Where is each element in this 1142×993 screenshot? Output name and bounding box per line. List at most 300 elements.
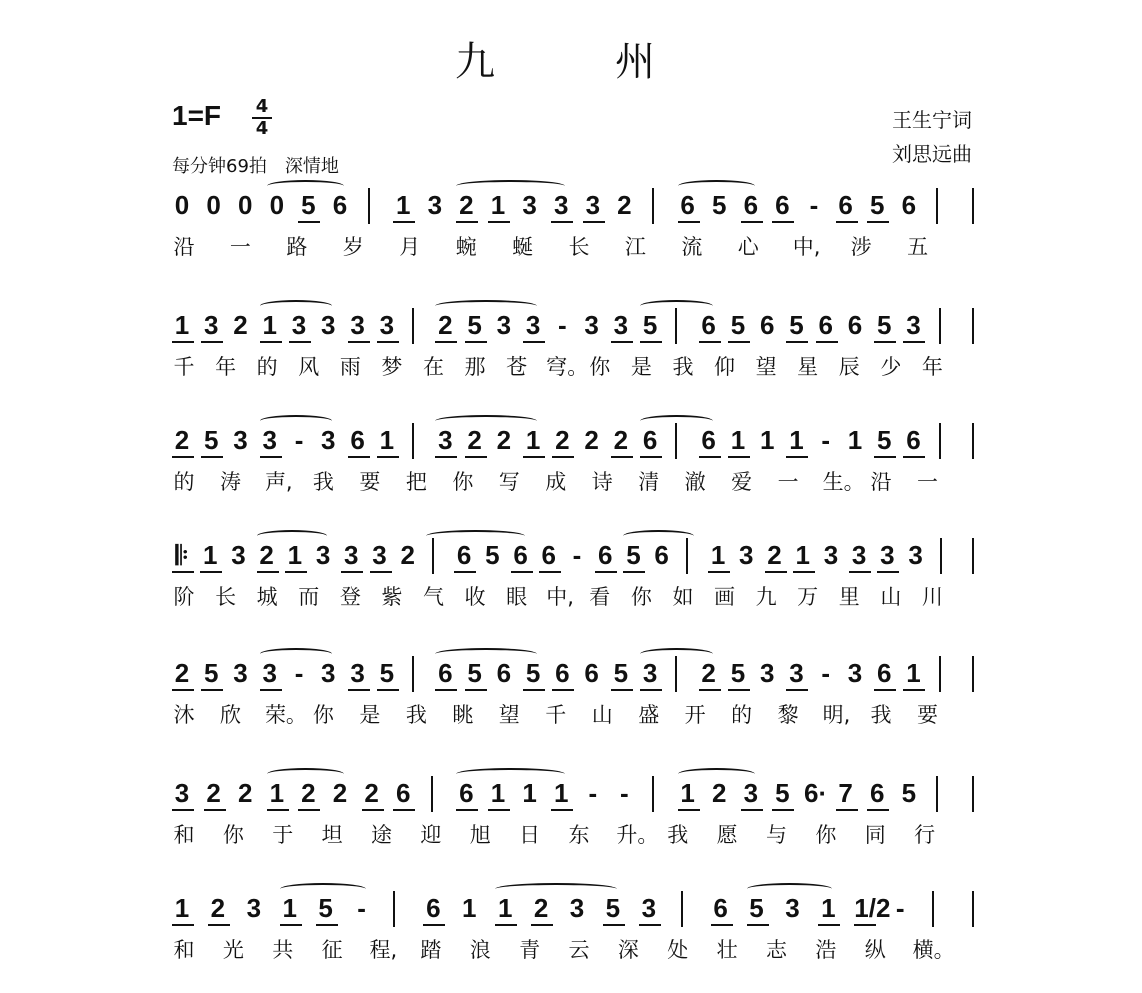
score-sheet	[160, 0, 990, 981]
beat-underline	[435, 341, 457, 343]
lyric-syllable: 迎	[420, 823, 442, 847]
lyric-syllable: 浩	[815, 938, 837, 962]
note: 5	[749, 893, 764, 923]
end-barline	[972, 891, 974, 927]
lyric-syllable: 路	[286, 235, 308, 259]
note: 2	[584, 425, 599, 455]
note: 3	[344, 540, 359, 570]
beat-underline	[678, 221, 700, 223]
beat-underline	[393, 221, 415, 223]
end-barline	[972, 308, 974, 344]
slur-arc	[435, 300, 537, 312]
note: 3	[262, 425, 277, 455]
note: 3	[642, 658, 658, 688]
lyric-syllable: 心	[737, 235, 759, 259]
lyric-syllable: 我	[405, 703, 427, 727]
note: 6	[426, 893, 441, 923]
score-row	[160, 425, 990, 525]
slur-arc	[267, 768, 344, 780]
lyric-syllable: 望	[755, 355, 777, 379]
beat-underline	[903, 341, 925, 343]
beat-underline	[465, 456, 487, 458]
lyric-syllable: 浪	[469, 938, 491, 962]
lyric-syllable: 途	[371, 823, 392, 847]
score-row	[160, 778, 990, 878]
note: 6	[701, 425, 716, 455]
beat-underline	[531, 924, 553, 926]
note: 6	[395, 778, 411, 808]
lyric-syllable: 你	[589, 355, 611, 379]
slur-arc	[435, 415, 537, 427]
note: 5	[711, 190, 727, 220]
lyric-syllable: 欣	[219, 703, 241, 727]
note: 1	[262, 310, 277, 340]
note: 6	[818, 310, 833, 340]
barline	[652, 188, 654, 224]
beat-underline	[552, 689, 574, 691]
beat-underline	[639, 924, 661, 926]
beat-underline	[298, 809, 320, 811]
note: 5	[730, 658, 746, 688]
lyric-syllable: 山	[591, 703, 613, 727]
beat-underline	[423, 924, 445, 926]
beat-underline	[260, 341, 282, 343]
note: 1	[680, 778, 695, 808]
beat-underline	[523, 456, 545, 458]
note: 5	[605, 893, 621, 923]
lyrics-line	[160, 937, 990, 967]
beat-underline	[172, 571, 194, 573]
barline	[936, 188, 938, 224]
note: 6	[847, 310, 863, 340]
lyric-syllable: 的	[173, 470, 195, 494]
beat-underline	[348, 456, 370, 458]
note: 6·	[804, 778, 828, 808]
note: 1	[490, 778, 506, 808]
lyric-syllable: 穹。	[546, 355, 589, 379]
lyric-syllable: 江	[624, 235, 646, 259]
slur-arc	[435, 648, 537, 660]
lyric-syllable: 共	[272, 938, 294, 962]
note: 1	[490, 190, 506, 220]
beat-underline	[747, 924, 769, 926]
composer-credit: 刘思远曲	[892, 142, 972, 166]
lyric-syllable: 开	[684, 703, 706, 727]
beat-underline	[772, 221, 794, 223]
notes-line	[160, 893, 990, 933]
beat-underline	[874, 689, 896, 691]
note: 6	[701, 310, 716, 340]
note: 2	[237, 778, 253, 808]
note: 3	[908, 540, 923, 570]
note: 3	[291, 310, 307, 340]
lyric-syllable: 与	[766, 823, 787, 847]
lyric-syllable: 如	[672, 585, 694, 609]
slur-arc	[640, 648, 713, 660]
lyric-syllable: 气	[422, 585, 444, 609]
barline	[932, 891, 934, 927]
note: 6	[350, 425, 365, 455]
note: 5	[876, 425, 892, 455]
note: 3	[315, 540, 331, 570]
lyric-syllable: 愿	[716, 823, 738, 847]
note: 3	[585, 190, 601, 220]
note: 5	[901, 778, 917, 808]
beat-underline	[583, 221, 605, 223]
lyric-syllable: 中,	[546, 585, 574, 609]
beat-underline	[465, 341, 487, 343]
end-barline	[972, 188, 974, 224]
note: 2	[767, 540, 782, 570]
beat-underline	[849, 571, 871, 573]
note: 5	[204, 658, 219, 688]
barline	[681, 891, 683, 927]
lyrics-line	[160, 469, 990, 499]
barline	[393, 891, 395, 927]
note: 3	[379, 310, 395, 340]
note: 3	[906, 310, 921, 340]
note: 3	[789, 658, 804, 688]
beat-underline	[456, 221, 478, 223]
note: -	[821, 425, 831, 455]
slur-arc	[280, 883, 366, 895]
note: 1	[525, 425, 541, 455]
lyric-syllable: 雨	[339, 355, 361, 379]
lyric-syllable: 山	[880, 585, 902, 609]
note: 𝄆	[175, 540, 189, 570]
beat-underline	[711, 924, 733, 926]
lyric-syllable: 深	[617, 938, 639, 962]
beat-underline	[611, 456, 633, 458]
beat-underline	[836, 221, 858, 223]
slur-arc	[257, 530, 327, 542]
score-row	[160, 540, 990, 640]
lyric-syllable: 里	[838, 585, 860, 609]
note: 2	[617, 190, 632, 220]
note: 6	[438, 658, 453, 688]
note: 6	[713, 893, 728, 923]
time-signature	[252, 98, 272, 138]
note: 3	[525, 310, 541, 340]
note: 3	[231, 540, 246, 570]
beat-underline	[708, 571, 730, 573]
lyric-syllable: 你	[452, 470, 474, 494]
barline	[412, 423, 414, 459]
note: 5	[485, 540, 500, 570]
beat-underline	[435, 689, 457, 691]
barline	[936, 776, 938, 812]
song-title: 九 州	[455, 39, 695, 85]
note: 1	[462, 893, 477, 923]
lyric-syllable: 清	[638, 470, 660, 494]
lyrics-line	[160, 822, 990, 852]
note: 7	[838, 778, 853, 808]
note: 0	[174, 190, 190, 220]
lyric-syllable: 那	[464, 355, 486, 379]
slur-arc	[747, 883, 833, 895]
beat-underline	[874, 456, 896, 458]
barline	[412, 656, 414, 692]
note: 5	[730, 310, 746, 340]
slur-arc	[640, 300, 713, 312]
note: 1	[287, 540, 303, 570]
lyric-syllable: 征	[321, 938, 343, 962]
beat-underline	[728, 456, 750, 458]
lyric-syllable: 九	[755, 585, 777, 609]
lyric-syllable: 画	[714, 585, 736, 609]
note: 3	[174, 778, 190, 808]
note: 1/2	[854, 893, 891, 923]
beat-underline	[611, 341, 633, 343]
note: 3	[759, 658, 775, 688]
beat-underline	[362, 809, 384, 811]
lyric-syllable: 要	[359, 470, 381, 494]
beat-underline	[285, 571, 307, 573]
lyric-syllable: 成	[545, 470, 567, 494]
note: 6	[759, 310, 775, 340]
note: 6	[584, 658, 599, 688]
note: 6	[597, 540, 613, 570]
note: 2	[206, 778, 221, 808]
note: 1	[395, 190, 411, 220]
beat-underline	[741, 809, 763, 811]
note: 2	[555, 425, 570, 455]
note: 6	[743, 190, 759, 220]
note: 3	[233, 425, 248, 455]
beat-underline	[348, 689, 370, 691]
note: 3	[438, 425, 453, 455]
note: 3	[785, 893, 800, 923]
beat-underline	[172, 341, 194, 343]
lyric-syllable: 沿	[870, 470, 892, 494]
lyric-syllable: 你	[815, 823, 837, 847]
lyric-syllable: 声,	[264, 470, 293, 494]
beat-underline	[495, 924, 517, 926]
lyric-syllable: 光	[222, 938, 244, 962]
score-row	[160, 190, 990, 290]
note: 5	[626, 540, 641, 570]
lyric-syllable: 的	[256, 355, 278, 379]
note: -	[821, 658, 831, 688]
note: 1	[795, 540, 810, 570]
beat-underline	[377, 689, 399, 691]
beat-underline	[877, 571, 899, 573]
lyric-syllable: 坦	[321, 823, 343, 847]
slur-arc	[678, 768, 755, 780]
beat-underline	[539, 571, 561, 573]
barline	[412, 308, 414, 344]
lyric-syllable: 万	[797, 585, 819, 609]
beat-underline	[836, 809, 858, 811]
lyric-syllable: 月	[399, 235, 421, 259]
beat-underline	[551, 221, 573, 223]
notes-line	[160, 310, 990, 350]
beat-underline	[603, 924, 625, 926]
lyric-syllable: 看	[589, 585, 611, 609]
note: 0	[237, 190, 253, 220]
lyric-syllable: 云	[568, 938, 590, 962]
note: 6	[906, 425, 921, 455]
lyric-syllable: 你	[222, 823, 244, 847]
lyric-syllable: 你	[630, 585, 652, 609]
lyrics-line	[160, 354, 990, 384]
barline	[675, 308, 677, 344]
note: 2	[332, 778, 348, 808]
note: 2	[301, 778, 316, 808]
beat-underline	[728, 341, 750, 343]
lyric-syllable: 而	[298, 585, 320, 609]
lyrics-line	[160, 234, 990, 264]
note: 6	[775, 190, 790, 220]
note: 1	[847, 425, 863, 455]
note: 3	[262, 658, 277, 688]
note: -	[558, 310, 567, 340]
lyric-syllable: 行	[914, 823, 936, 847]
note: 3	[427, 190, 443, 220]
lyric-syllable: 岁	[342, 235, 364, 259]
note: 3	[641, 893, 657, 923]
note: 5	[876, 310, 892, 340]
note: 3	[613, 310, 629, 340]
beat-underline	[523, 341, 545, 343]
note: 1	[789, 425, 804, 455]
note: 2	[711, 778, 727, 808]
beat-underline	[551, 809, 573, 811]
note: 2	[233, 310, 248, 340]
lyric-syllable: 程,	[369, 938, 398, 962]
beat-underline	[267, 809, 289, 811]
lyric-syllable: 处	[667, 938, 689, 962]
note: 2	[533, 893, 549, 923]
lyric-syllable: 的	[731, 703, 753, 727]
beat-underline	[316, 924, 338, 926]
beat-underline	[204, 809, 226, 811]
note: 2	[364, 778, 379, 808]
beat-underline	[488, 809, 510, 811]
slur-arc	[260, 415, 333, 427]
note: -	[620, 778, 629, 808]
score-row	[160, 310, 990, 410]
note: 3	[372, 540, 387, 570]
note: -	[895, 893, 905, 923]
beat-underline	[640, 341, 662, 343]
lyric-syllable: 眺	[452, 703, 474, 727]
note: -	[294, 425, 304, 455]
lyric-syllable: 涛	[219, 470, 241, 494]
note: 6	[876, 658, 892, 688]
beat-underline	[623, 571, 645, 573]
note: 6	[838, 190, 853, 220]
lyric-syllable: 长	[215, 585, 237, 609]
lyric-syllable: 日	[519, 823, 541, 847]
beat-underline	[611, 689, 633, 691]
beat-underline	[289, 341, 311, 343]
note: 1	[730, 425, 746, 455]
lyric-syllable: 青	[519, 938, 541, 962]
beat-underline	[465, 689, 487, 691]
note: 2	[210, 893, 226, 923]
beat-underline	[786, 456, 808, 458]
note: 6	[513, 540, 528, 570]
note: 3	[350, 658, 365, 688]
lyric-syllable: 长	[568, 235, 590, 259]
lyric-syllable: 苍	[506, 355, 528, 379]
lyric-syllable: 沿	[173, 235, 195, 259]
note: 1	[269, 778, 285, 808]
note: -	[588, 778, 598, 808]
slur-arc	[456, 768, 565, 780]
lyric-syllable: 城	[256, 585, 278, 609]
lyric-syllable: 诗	[591, 470, 613, 494]
time-signature-bottom: 4	[255, 118, 269, 139]
note: 5	[789, 310, 804, 340]
beat-underline	[454, 571, 476, 573]
beat-underline	[867, 809, 889, 811]
lyric-syllable: 五	[907, 235, 929, 259]
note: 1	[174, 310, 190, 340]
beat-underline	[257, 571, 279, 573]
lyric-syllable: 川	[921, 585, 943, 609]
lyric-syllable: 我	[672, 355, 694, 379]
lyric-syllable: 爱	[731, 470, 753, 494]
lyric-syllable: 写	[498, 470, 520, 494]
lyric-syllable: 眼	[506, 585, 528, 609]
lyric-syllable: 我	[870, 703, 892, 727]
beat-underline	[765, 571, 787, 573]
lyric-syllable: 盛	[638, 703, 660, 727]
slur-arc	[260, 300, 333, 312]
beat-underline	[260, 456, 282, 458]
lyric-syllable: 旭	[469, 823, 491, 847]
note: 0	[269, 190, 285, 220]
note: 6	[555, 658, 570, 688]
notes-line	[160, 778, 990, 818]
beat-underline	[172, 809, 194, 811]
beat-underline	[393, 809, 415, 811]
note: 6	[541, 540, 557, 570]
note: 5	[775, 778, 790, 808]
lyric-syllable: 涉	[850, 235, 872, 259]
lyric-syllable: 壮	[716, 938, 738, 962]
lyric-syllable: 你	[312, 703, 334, 727]
note: 5	[379, 658, 395, 688]
note: 2	[174, 425, 190, 455]
beat-underline	[699, 456, 721, 458]
lyric-syllable: 同	[864, 823, 886, 847]
lyric-syllable: 明,	[822, 703, 851, 727]
beat-underline	[348, 341, 370, 343]
lyric-syllable: 和	[173, 823, 195, 847]
beat-underline	[172, 924, 194, 926]
note: 5	[869, 190, 885, 220]
barline	[431, 776, 433, 812]
lyric-syllable: 蜿	[455, 235, 477, 259]
note: 2	[259, 540, 274, 570]
lyric-syllable: 和	[173, 938, 195, 962]
beat-underline	[201, 341, 223, 343]
lyric-syllable: 紫	[381, 585, 403, 609]
lyrics-line	[160, 702, 990, 732]
lyric-syllable: 升。	[616, 823, 659, 847]
beat-underline	[699, 341, 721, 343]
beat-underline	[741, 221, 763, 223]
beat-underline	[377, 456, 399, 458]
note: 3	[743, 778, 759, 808]
beat-underline	[377, 341, 399, 343]
note: 3	[522, 190, 537, 220]
slur-arc	[267, 180, 344, 192]
beat-underline	[786, 341, 808, 343]
